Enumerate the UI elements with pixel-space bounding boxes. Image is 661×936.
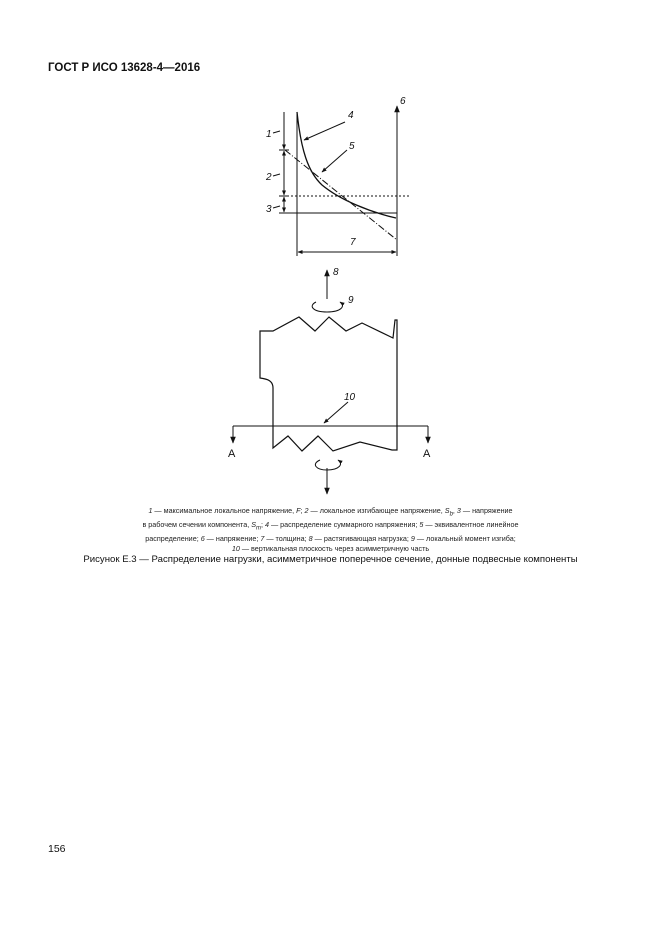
legend-key-5: 5 — <box>419 520 433 530</box>
document-code-header: ГОСТ Р ИСО 13628-4—2016 <box>48 62 201 74</box>
legend-key-3: 3 — <box>456 506 471 515</box>
label-1: 1 <box>266 129 272 140</box>
section-label-left: A <box>228 448 236 460</box>
leader-4 <box>304 122 345 140</box>
section-label-right: A <box>423 448 431 460</box>
linear-distribution-line <box>285 150 397 240</box>
legend-key-1: 1 — <box>148 506 162 515</box>
bottom-moment-arrow <box>315 460 340 470</box>
label-10: 10 <box>344 392 356 403</box>
total-stress-curve <box>297 112 396 218</box>
legend-key-7: 7 — <box>260 534 274 544</box>
legend-key-6: 6 — <box>200 534 214 544</box>
legend-key-2: 2 — <box>304 506 318 515</box>
legend-key-10: 10 — <box>231 543 250 553</box>
label-3: 3 <box>266 204 272 215</box>
figure-caption: Рисунок Е.3 — Распределение нагрузки, асимметричное поперечное сечение, донные подвесные компоненты <box>83 554 578 565</box>
label-4: 4 <box>348 110 354 121</box>
component-section-outline <box>260 317 397 451</box>
legend-key-9: 9 — <box>410 534 425 544</box>
label-2: 2 <box>266 172 272 183</box>
leader-10 <box>324 402 348 423</box>
label-7: 7 <box>350 237 356 248</box>
legend-key-8: 8 — <box>308 534 322 544</box>
figure-legend: 1 — максимальное локальное напряжение, F; 2 — локальное изгибающее напряжение, $S_b$, 3 — напряжение в рабочем сечении компонента, $S_m$; 4 — распределение суммарного напряжения; 5 — эквивалентное линейное распределение; 6 — напряжение; 7 — толщина; 8 — растягивающая нагрузка; 9 — локальный момент изгиба; 10 — вертикальная плоскость через асимметричную часть <box>142 506 519 553</box>
bending-moment-arrow <box>312 302 342 312</box>
label-9: 9 <box>348 295 354 306</box>
label-8: 8 <box>333 267 339 278</box>
leader-5 <box>322 150 347 172</box>
label-5: 5 <box>349 141 355 152</box>
label-6: 6 <box>400 96 406 107</box>
legend-key-4: 4 — <box>265 520 279 530</box>
page-number: 156 <box>48 843 66 855</box>
